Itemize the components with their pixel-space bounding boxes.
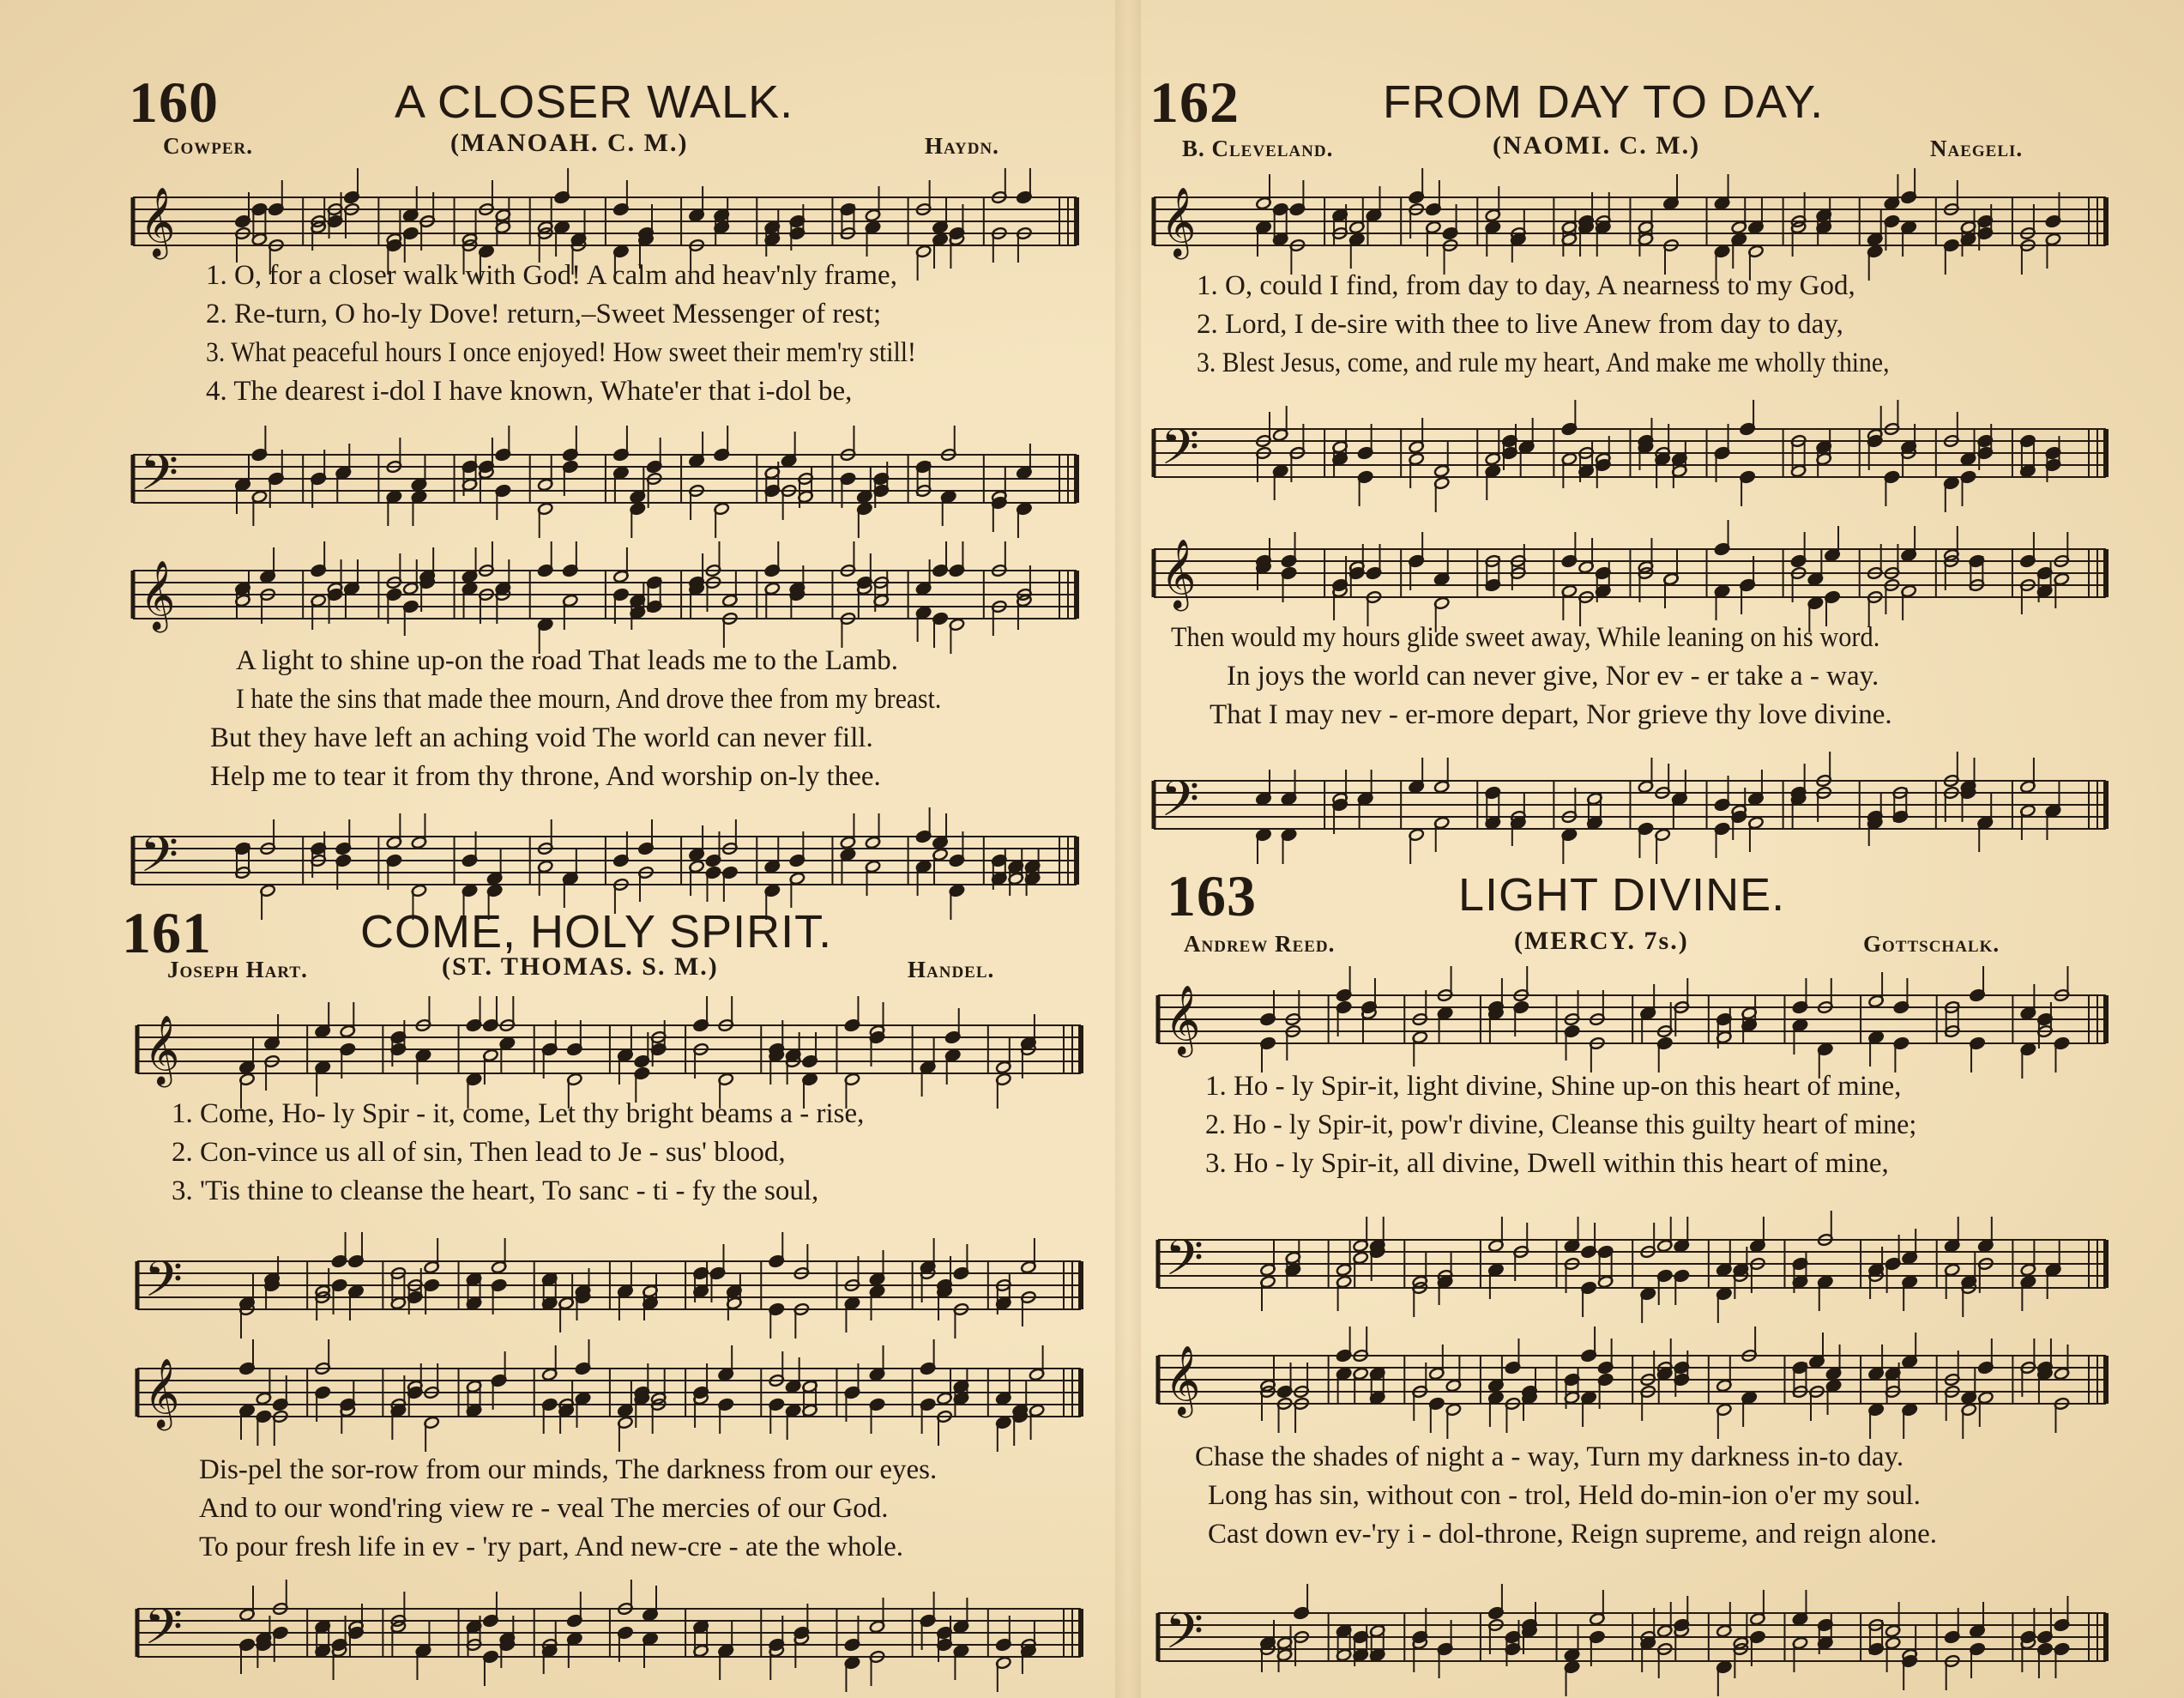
hymn-composer: Gottschalk.: [1863, 931, 2000, 957]
hymn-number: 162: [1149, 69, 1240, 135]
hymn-composer: Handel.: [908, 957, 995, 982]
treble-clef-icon: 𝄞: [1161, 186, 1197, 257]
lyric-line: Then would my hours glide sweet away, While leaning on his word.: [1171, 622, 1880, 653]
music-staff: [1154, 528, 2106, 631]
lyric-line: 1. Ho - ly Spir-it, light divine, Shine up-on this heart of mine,: [1205, 1071, 1902, 1102]
music-staff: [137, 1347, 1081, 1450]
hymn-author: B. Cleveland.: [1182, 136, 1334, 161]
hymn-number: 160: [129, 69, 219, 135]
treble-clef-icon: 𝄞: [1165, 1345, 1201, 1415]
treble-clef-icon: 𝄞: [144, 1357, 180, 1428]
bass-clef-icon: 𝄢: [1161, 770, 1200, 840]
treble-clef-icon: 𝄞: [140, 186, 176, 257]
hymn-tune: (MERCY. 7s.): [1514, 927, 1689, 955]
lyric-line: That I may nev - er-more depart, Nor grieve thy love divine.: [1210, 699, 1892, 730]
bass-clef-icon: 𝄢: [140, 825, 179, 896]
treble-clef-icon: 𝄞: [1165, 984, 1201, 1054]
music-staff: [1158, 1592, 2106, 1695]
music-staff: [1154, 759, 2106, 862]
music-staff: [1154, 176, 2106, 279]
lyric-line: 3. Ho - ly Spir-it, all divine, Dwell within this heart of mine,: [1205, 1148, 1889, 1179]
hymn-title: COME, HOLY SPIRIT.: [360, 906, 833, 958]
bass-clef-icon: 𝄢: [144, 1598, 184, 1668]
music-staff: [137, 1240, 1081, 1343]
hymn-author: Cowper.: [163, 133, 254, 159]
lyric-line: Chase the shades of night a - way, Turn my darkness in-to day.: [1195, 1441, 1904, 1472]
treble-clef-icon: 𝄞: [140, 559, 176, 630]
bass-clef-icon: 𝄢: [140, 444, 179, 514]
music-staff: [1158, 974, 2106, 1077]
hymn-tune: (ST. THOMAS. S. M.): [442, 952, 719, 981]
hymn-tune: (NAOMI. C. M.): [1493, 131, 1701, 160]
music-staff: [1154, 408, 2106, 511]
hymn-author: Joseph Hart.: [167, 957, 308, 982]
lyric-line: 2. Con-vince us all of sin, Then lead to Je - sus' blood,: [172, 1137, 786, 1168]
lyric-line: 1. O, could I find, from day to day, A nearness to my God,: [1197, 270, 1855, 301]
bass-clef-icon: 𝄢: [144, 1250, 184, 1320]
bass-clef-icon: 𝄢: [1165, 1229, 1204, 1299]
lyric-line: To pour fresh life in ev - 'ry part, And new-cre - ate the whole.: [199, 1532, 904, 1562]
lyric-line: Help me to tear it from thy throne, And worship on-ly thee.: [210, 761, 881, 792]
lyric-line: 3. 'Tis thine to cleanse the heart, To sanc - ti - fy the soul,: [172, 1175, 819, 1206]
lyric-line: Long has sin, without con - trol, Held do-min-ion o'er my soul.: [1208, 1480, 1921, 1511]
lyric-line: 2. Lord, I de-sire with thee to live Anew from day to day,: [1197, 309, 1843, 340]
treble-clef-icon: 𝄞: [1161, 538, 1197, 608]
hymn-composer: Naegeli.: [1930, 136, 2024, 161]
music-staff: [133, 433, 1077, 536]
lyric-line: 2. Ho - ly Spir-it, pow'r divine, Cleanse this guilty heart of mine;: [1205, 1109, 1917, 1140]
page-gutter: [1115, 0, 1141, 1698]
hymn-title: FROM DAY TO DAY.: [1383, 76, 1825, 128]
hymn-author: Andrew Reed.: [1184, 931, 1336, 957]
lyric-line: 3. What peaceful hours I once enjoyed! How sweet their mem'ry still!: [206, 337, 916, 368]
lyric-line: 1. O, for a closer walk with God! A calm and heav'nly frame,: [206, 260, 897, 291]
lyric-line: 1. Come, Ho- ly Spir - it, come, Let thy bright beams a - rise,: [172, 1098, 865, 1129]
hymn-number: 163: [1167, 863, 1257, 928]
music-staff: [133, 815, 1077, 918]
hymn-tune: (MANOAH. C. M.): [450, 129, 689, 157]
music-staff: [133, 549, 1077, 652]
music-staff: [1158, 1218, 2106, 1321]
hymn-composer: Haydn.: [925, 133, 999, 159]
lyric-line: 2. Re-turn, O ho-ly Dove! return,–Sweet Messenger of rest;: [206, 299, 882, 329]
treble-clef-icon: 𝄞: [144, 1014, 180, 1085]
lyric-line: Dis-pel the sor-row from our minds, The darkness from our eyes.: [199, 1454, 938, 1485]
lyric-line: Cast down ev-'ry i - dol-throne, Reign supreme, and reign alone.: [1208, 1519, 1937, 1550]
bass-clef-icon: 𝄢: [1165, 1602, 1204, 1672]
lyric-line: A light to shine up-on the road That leads me to the Lamb.: [236, 645, 898, 676]
lyric-line: And to our wond'ring view re - veal The mercies of our God.: [199, 1493, 889, 1524]
bass-clef-icon: 𝄢: [1161, 418, 1200, 488]
hymn-title: LIGHT DIVINE.: [1458, 869, 1786, 921]
music-staff: [1158, 1334, 2106, 1437]
lyric-line: 3. Blest Jesus, come, and rule my heart, And make me wholly thine,: [1197, 347, 1890, 378]
lyric-line: But they have left an aching void The world can never fill.: [210, 722, 873, 753]
lyric-line: I hate the sins that made thee mourn, And drove thee from my breast.: [236, 684, 942, 715]
hymn-title: A CLOSER WALK.: [395, 76, 794, 128]
lyric-line: 4. The dearest i-dol I have known, Whate'er that i-dol be,: [206, 376, 853, 407]
hymn-number: 161: [122, 900, 212, 965]
lyric-line: In joys the world can never give, Nor ev - er take a - way.: [1227, 661, 1879, 692]
music-staff: [137, 1004, 1081, 1107]
music-staff: [137, 1587, 1081, 1690]
